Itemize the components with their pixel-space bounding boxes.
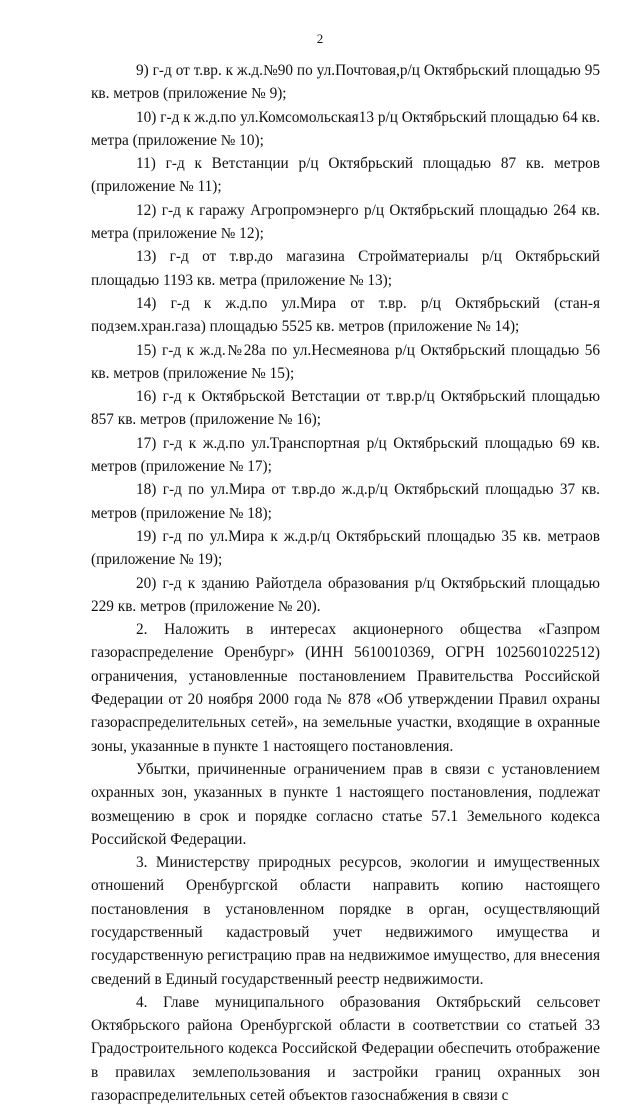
list-item: 18) г-д по ул.Мира от т.вр.до ж.д.р/ц Октябрьский площадью 37 кв. метров (приложение № 18); xyxy=(91,481,600,522)
list-item: 19) г-д по ул.Мира к ж.д.р/ц Октябрьский площадью 35 кв. метраов (приложение № 19); xyxy=(91,527,600,569)
list-item: 17) г-д к ж.д.по ул.Транспортная р/ц Октябрьский площадью 69 кв. метров (приложение № 17); xyxy=(91,434,600,476)
list-item: 14) г-д к ж.д.по ул.Мира от т.вр. р/ц Октябрьский (стан-я подзем.хран.газа) площадью 5525 кв. метров (приложение № 14); xyxy=(91,294,600,336)
list-item: 13) г-д от т.вр.до магазина Стройматериалы р/ц Октябрьский площадью 1193 кв. метра (приложение № 13); xyxy=(91,248,600,289)
list-item: 11) г-д к Ветстанции р/ц Октябрьский площадью 87 кв. метров (приложение № 11); xyxy=(91,155,600,196)
list-item: 20) г-д к зданию Райотдела образования р/ц Октябрьский площадью 229 кв. метров (приложение № 20). xyxy=(91,574,600,615)
paragraph-damages: Убытки, причиненные ограничением прав в связи с установлением охранных зон, указанных в пункте 1 настоящего постановления, подлежат возмещению в срок и порядке согласно статье 57.1 Земельного кодекса Российской Федерации. xyxy=(91,760,600,848)
list-item: 12) г-д к гаражу Агропромэнерго р/ц Октябрьский площадью 264 кв. метра (приложение № 12); xyxy=(91,201,600,243)
page-number: 2 xyxy=(316,31,324,46)
list-item: 15) г-д к ж.д.№28а по ул.Несмеянова р/ц Октябрьский площадью 56 кв. метров (приложение № 15); xyxy=(91,341,600,382)
paragraph-3: 3. Министерству природных ресурсов, экологии и имущественных отношений Оренбургской области направить копию настоящего постановления в установленном порядке в орган, осуществляющий государственный кадастровый учет недвижимого имущества и государственную регистрацию прав на недвижимое имущество, для внесения сведений в Единый государственный реестр недвижимости. xyxy=(91,854,600,988)
document-body xyxy=(91,59,600,1107)
list-item: 9) г-д от т.вр. к ж.д.№90 по ул.Почтовая,р/ц Октябрьский площадью 95 кв. метров (приложение № 9); xyxy=(91,62,600,103)
list-item: 16) г-д к Октябрьской Ветстации от т.вр.р/ц Октябрьский площадью 857 кв. метров (приложение № 16); xyxy=(91,388,600,429)
paragraph-4: 4. Главе муниципального образования Октябрьский сельсовет Октябрьского района Оренбургской области в соответствии со статьей 33 Градостроительного кодекса Российской Федерации обеспечить отображение в правилах землепользования и застройки границ охранных зон газораспределительных сетей объектов газоснабжения в связи с xyxy=(91,993,600,1105)
paragraph-2: 2. Наложить в интересах акционерного общества «Газпром газораспределение Оренбург» (ИНН 5610010369, ОГРН 1025601022512) ограничения, установленные постановлением Правительства Российской Федерации от 20 ноября 2000 года № 878 «Об утверждении Правил охраны газораспределительных сетей», на земельные участки, входящие в охранные зоны, указанные в пункте 1 настоящего постановления. xyxy=(91,621,600,755)
list-item: 10) г-д к ж.д.по ул.Комсомольская13 р/ц Октябрьский площадью 64 кв. метра (приложение № 10); xyxy=(91,108,601,149)
